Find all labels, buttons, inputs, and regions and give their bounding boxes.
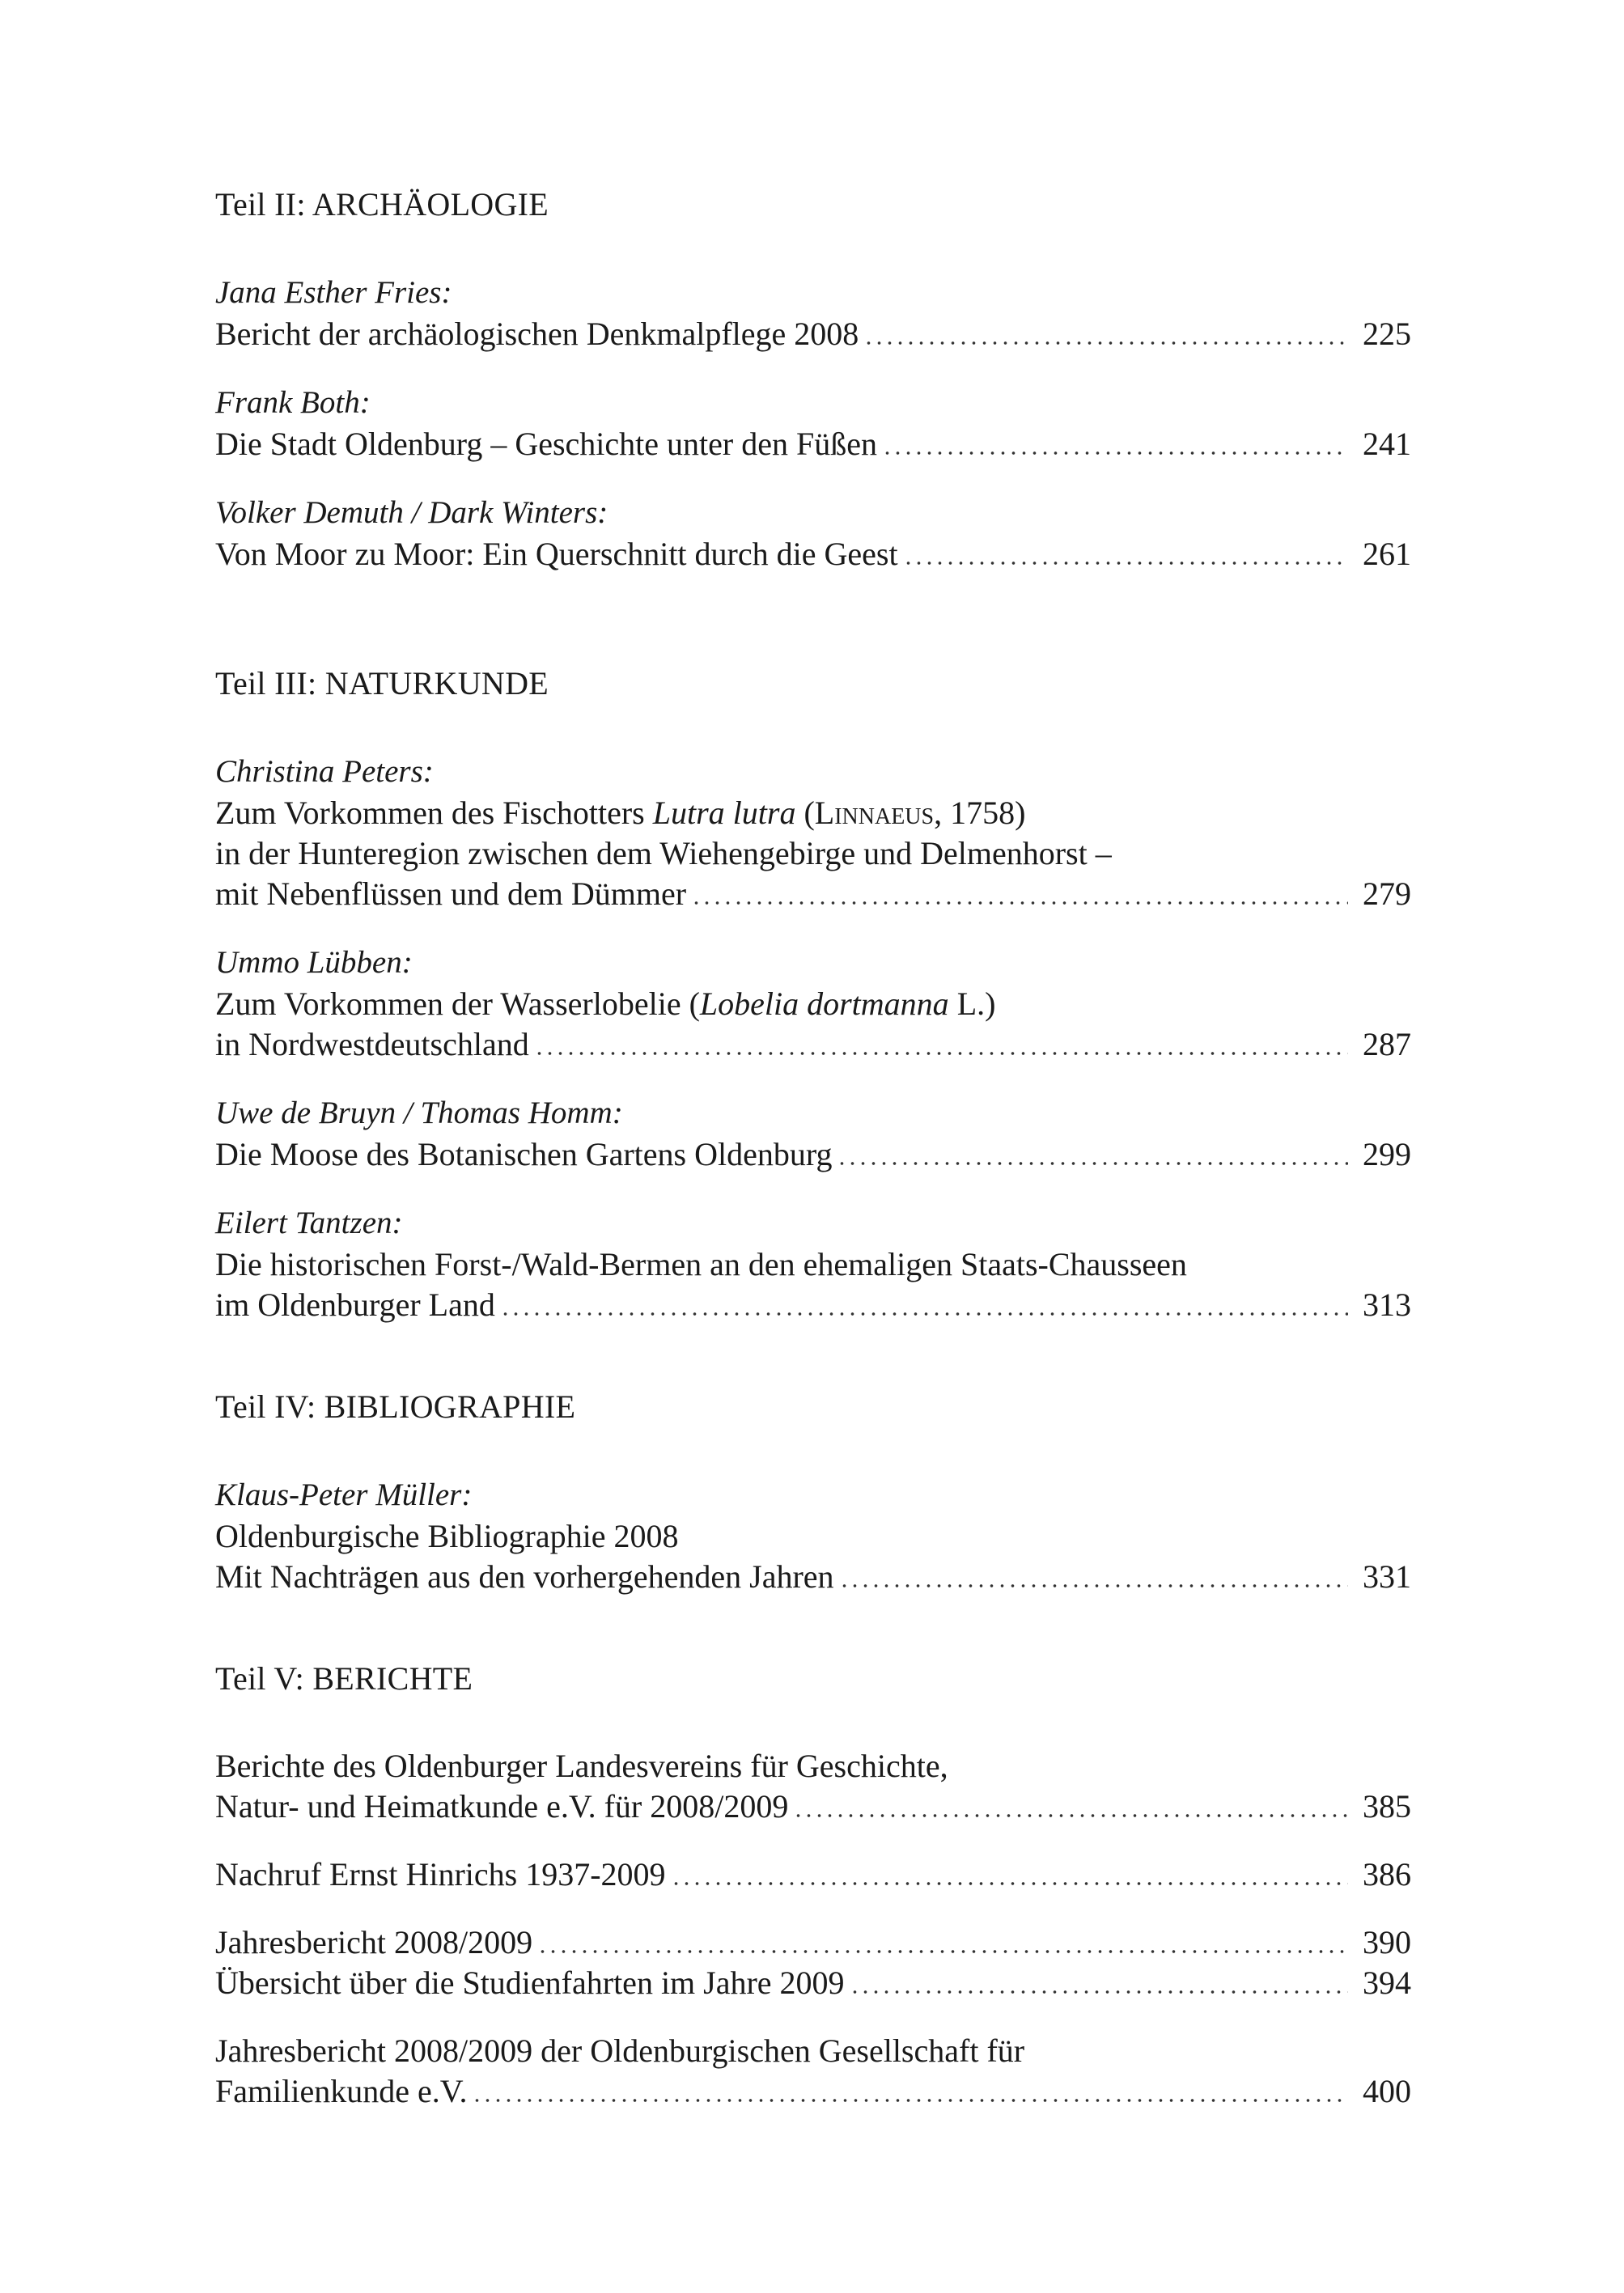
page-number: 299 — [1363, 1136, 1411, 1172]
entry-title: in Nordwestdeutschland — [215, 1026, 529, 1062]
entry-title-line — [215, 534, 1411, 574]
page-number: 225 — [1363, 316, 1411, 352]
entry-title-line — [215, 1024, 1411, 1065]
dot-leader — [537, 1950, 1348, 1953]
dot-leader — [691, 901, 1348, 905]
entry-title-line — [215, 424, 1411, 464]
page-number: 385 — [1363, 1788, 1411, 1825]
dot-leader — [671, 1882, 1348, 1885]
entry-title-line — [215, 874, 1411, 914]
toc-entry — [215, 272, 1411, 354]
species-name: Lutra lutra — [652, 795, 796, 831]
entry-title: Die historischen Forst-/Wald-Bermen an den ehemaligen Staats-Chausseen — [215, 1246, 1187, 1282]
entry-author: Klaus-Peter Müller: — [215, 1477, 473, 1512]
entry-title-line — [215, 1854, 1411, 1895]
entry-title-line — [215, 1787, 1411, 1827]
section-berichte — [215, 1659, 1411, 2112]
entry-title-part: Zum Vorkommen des Fischotters — [215, 795, 653, 831]
entry-title: Die Moose des Botanischen Gartens Oldenburg — [215, 1136, 833, 1172]
table-of-contents — [215, 184, 1411, 2173]
entry-title: Die Stadt Oldenburg – Geschichte unter den Füßen — [215, 426, 877, 462]
entry-title: Oldenburgische Bibliographie 2008 — [215, 1518, 679, 1554]
species-name: Lobelia dortmanna — [699, 985, 949, 1022]
entry-title-line — [215, 314, 1411, 354]
entry-title-part: , 1758) — [934, 795, 1026, 831]
entry-title-part: Zum Vorkommen der Wasserlobelie ( — [215, 985, 700, 1022]
page-number: 241 — [1363, 426, 1411, 462]
dot-leader — [850, 1990, 1348, 1994]
toc-entry — [215, 1922, 1411, 2003]
entry-author: Jana Esther Fries: — [215, 275, 452, 310]
toc-entry — [215, 1854, 1411, 1895]
entry-author: Eilert Tantzen: — [215, 1206, 403, 1240]
toc-entry — [215, 1092, 1411, 1175]
page-number: 400 — [1363, 2073, 1411, 2109]
entry-author: Uwe de Bruyn / Thomas Homm: — [215, 1096, 623, 1130]
toc-entry — [215, 1746, 1411, 1827]
entry-title: Bericht der archäologischen Denkmalpflege 2008 — [215, 316, 859, 352]
entry-title: mit Nebenflüssen und dem Dümmer — [215, 875, 687, 912]
entry-title: Übersicht über die Studienfahrten im Jahre 2009 — [215, 1965, 845, 2001]
section-archaeologie — [215, 184, 1411, 574]
entry-title-line — [215, 2071, 1411, 2112]
author-smallcaps: Linnaeus — [814, 795, 935, 831]
section-naturkunde — [215, 663, 1411, 1325]
page-number: 287 — [1363, 1026, 1411, 1062]
toc-entry — [215, 382, 1411, 464]
entry-title: Von Moor zu Moor: Ein Querschnitt durch die Geest — [215, 536, 898, 572]
page-number: 394 — [1363, 1965, 1411, 2001]
entry-title-part: ( — [795, 795, 815, 831]
page-number: 261 — [1363, 536, 1411, 572]
entry-title: im Oldenburger Land — [215, 1286, 495, 1323]
entry-title: Jahresbericht 2008/2009 der Oldenburgischen Gesellschaft für — [215, 2032, 1025, 2069]
page-number: 386 — [1363, 1856, 1411, 1892]
entry-title-line — [215, 1963, 1411, 2003]
entry-title: Mit Nachträgen aus den vorhergehenden Jahren — [215, 1558, 834, 1595]
dot-leader — [500, 1312, 1348, 1316]
entry-title-line — [215, 1922, 1411, 1963]
dot-leader — [793, 1814, 1348, 1817]
dot-leader — [863, 341, 1348, 345]
entry-author: Volker Demuth / Dark Winters: — [215, 495, 608, 530]
section-bibliographie — [215, 1387, 1411, 1597]
toc-entry — [215, 2031, 1411, 2112]
entry-title-part: L.) — [948, 985, 996, 1022]
entry-title: Nachruf Ernst Hinrichs 1937-2009 — [215, 1856, 666, 1892]
section-heading: Teil II: ARCHÄOLOGIE — [215, 186, 549, 223]
toc-entry — [215, 492, 1411, 574]
toc-entry — [215, 1202, 1411, 1325]
dot-leader — [839, 1584, 1348, 1587]
dot-leader — [472, 2099, 1348, 2102]
entry-title-line — [215, 1285, 1411, 1325]
entry-title-line — [215, 1134, 1411, 1175]
entry-author: Frank Both: — [215, 385, 371, 420]
entry-title-line — [215, 1557, 1411, 1597]
section-heading: Teil IV: BIBLIOGRAPHIE — [215, 1388, 576, 1425]
section-heading: Teil III: NATURKUNDE — [215, 665, 549, 701]
entry-title: Natur- und Heimatkunde e.V. für 2008/2009 — [215, 1788, 789, 1825]
entry-title: Jahresbericht 2008/2009 — [215, 1924, 533, 1960]
entry-author: Christina Peters: — [215, 754, 434, 789]
section-heading: Teil V: BERICHTE — [215, 1660, 473, 1697]
page-number: 390 — [1363, 1924, 1411, 1960]
toc-entry — [215, 751, 1411, 914]
entry-title: Berichte des Oldenburger Landesvereins für Geschichte, — [215, 1748, 948, 1784]
dot-leader — [882, 451, 1348, 455]
dot-leader — [903, 562, 1348, 565]
page-number: 313 — [1363, 1286, 1411, 1323]
entry-title: in der Hunteregion zwischen dem Wiehengebirge und Delmenhorst – — [215, 835, 1112, 871]
entry-title: Familienkunde e.V. — [215, 2073, 468, 2109]
entry-author: Ummo Lübben: — [215, 945, 413, 980]
toc-entry — [215, 1474, 1411, 1597]
page-number: 279 — [1363, 875, 1411, 912]
dot-leader — [837, 1162, 1348, 1165]
entry-title — [215, 984, 1411, 1024]
page-number: 331 — [1363, 1558, 1411, 1595]
entry-title — [215, 793, 1411, 833]
dot-leader — [534, 1052, 1348, 1055]
toc-entry — [215, 942, 1411, 1065]
